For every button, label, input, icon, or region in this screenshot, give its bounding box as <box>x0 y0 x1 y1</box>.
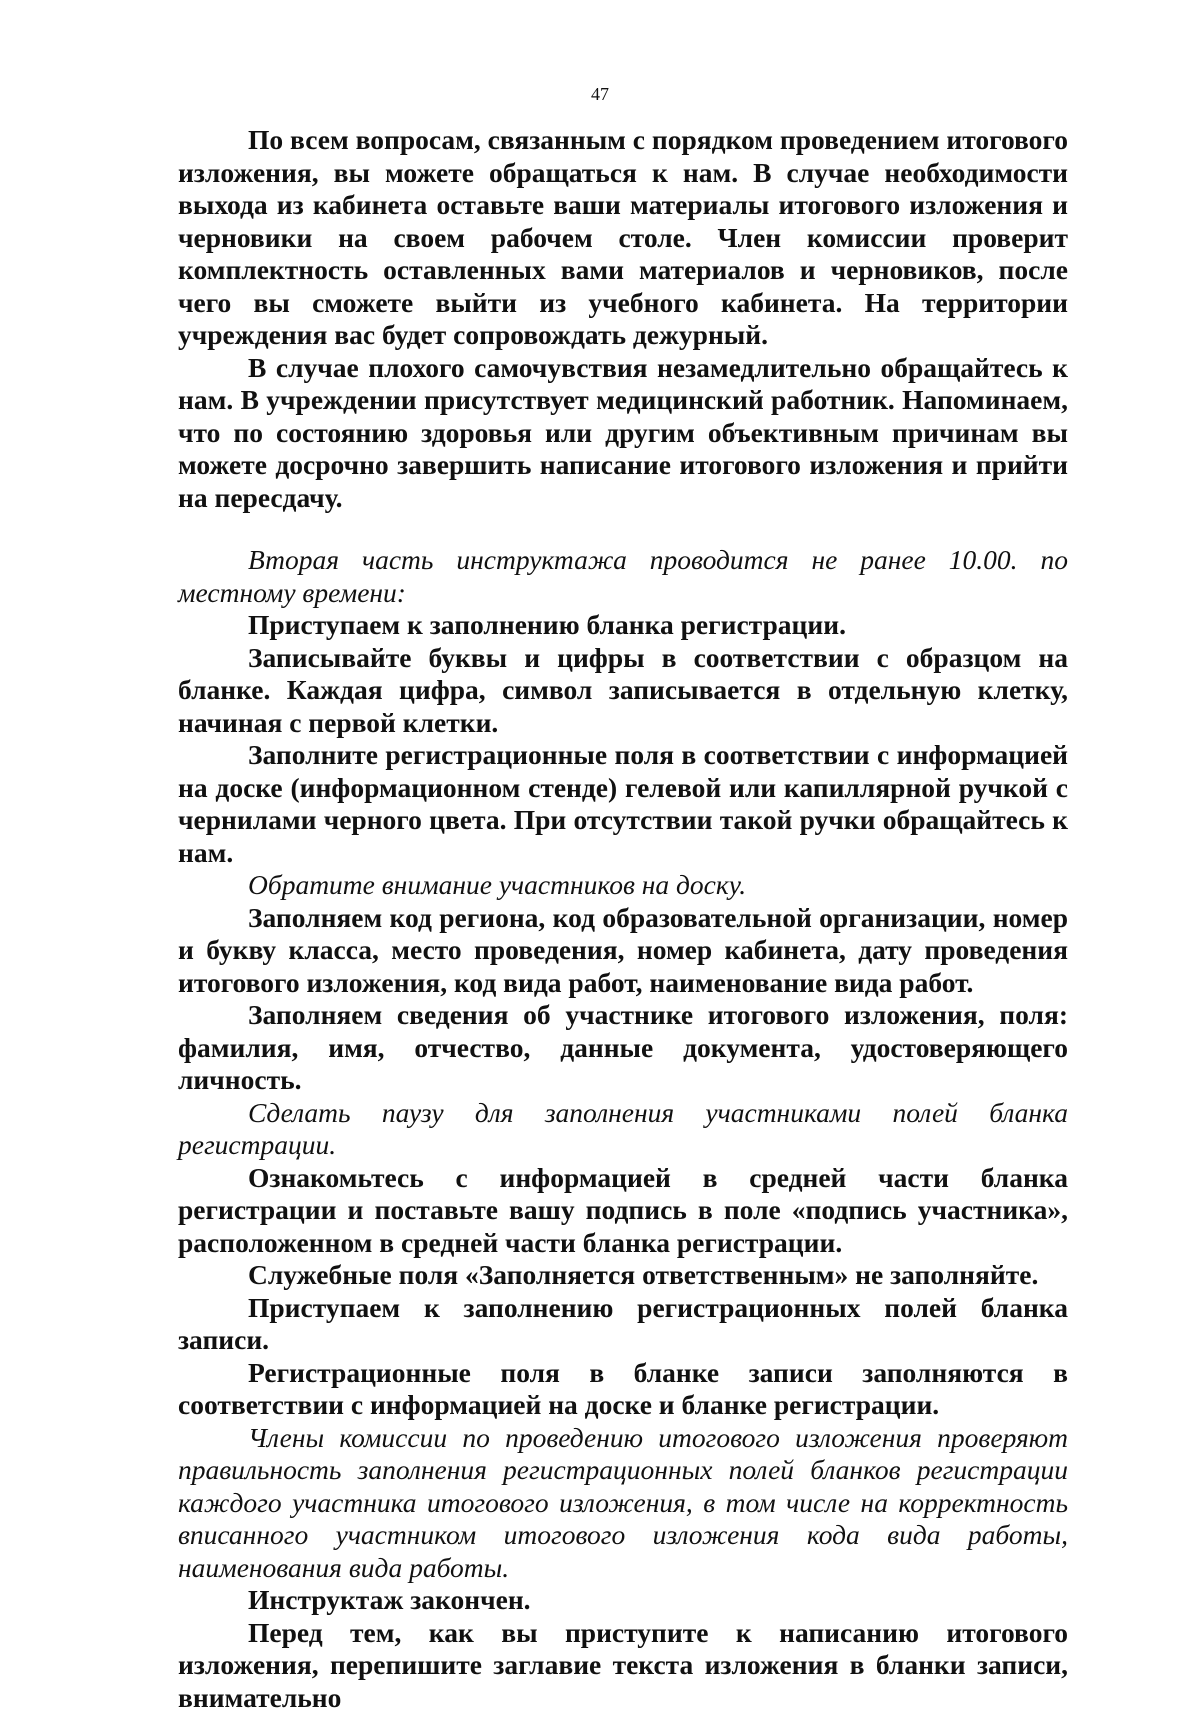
paragraph-region-code: Заполняем код региона, код образовательной организации, номер и букву класса, место проведения, номер кабинета, дату проведения итогового изложения, код вида работ, наименование вида работ. <box>178 902 1068 1000</box>
paragraph-start-registration: Приступаем к заполнению бланка регистрации. <box>178 609 1068 642</box>
paragraph-answer-form-fields: Регистрационные поля в бланке записи заполняются в соответствии с информацией на доске и бланке регистрации. <box>178 1357 1068 1422</box>
paragraph-pause-note: Сделать паузу для заполнения участниками полей бланка регистрации. <box>178 1097 1068 1162</box>
paragraph-fill-fields: Заполните регистрационные поля в соответствии с информацией на доске (информационном стенде) гелевой или капиллярной ручкой с чернилами черного цвета. При отсутствии такой ручки обращайтесь к нам. <box>178 739 1068 869</box>
paragraph-participant-info: Заполняем сведения об участнике итогового изложения, поля: фамилия, имя, отчество, данные документа, удостоверяющего личность. <box>178 999 1068 1097</box>
document-body <box>178 124 1068 1714</box>
page-number: 47 <box>0 84 1200 105</box>
paragraph-answer-form: Приступаем к заполнению регистрационных полей бланка записи. <box>178 1292 1068 1357</box>
paragraph-signature: Ознакомьтесь с информацией в средней части бланка регистрации и поставьте вашу подпись в поле «подпись участника», расположенном в средней части бланка регистрации. <box>178 1162 1068 1260</box>
paragraph-commission-check: Члены комиссии по проведению итогового изложения проверяют правильность заполнения регистрационных полей бланков регистрации каждого участника итогового изложения, в том числе на корректность вписанного участником итогового изложения кода вида работы, наименования вида работы. <box>178 1422 1068 1585</box>
paragraph-service-fields: Служебные поля «Заполняется ответственным» не заполняйте. <box>178 1259 1068 1292</box>
paragraph-copy-title: Перед тем, как вы приступите к написанию итогового изложения, перепишите заглавие текста изложения в бланки записи, внимательно <box>178 1617 1068 1714</box>
paragraph-write-letters: Записывайте буквы и цифры в соответствии с образцом на бланке. Каждая цифра, символ записывается в отдельную клетку, начиная с первой клетки. <box>178 642 1068 740</box>
paragraph-board-note: Обратите внимание участников на доску. <box>178 869 1068 902</box>
paragraph-exit-rules: По всем вопросам, связанным с порядком проведением итогового изложения, вы можете обращаться к нам. В случае необходимости выхода из кабинета оставьте ваши материалы итогового изложения и черновики на своем рабочем столе. Член комиссии проверит комплектность оставленных вами материалов и черновиков, после чего вы сможете выйти из учебного кабинета. На территории учреждения вас будет сопровождать дежурный. <box>178 124 1068 352</box>
paragraph-health: В случае плохого самочувствия незамедлительно обращайтесь к нам. В учреждении присутствует медицинский работник. Напоминаем, что по состоянию здоровья или другим объективным причинам вы можете досрочно завершить написание итогового изложения и прийти на пересдачу. <box>178 352 1068 515</box>
paragraph-briefing-end: Инструктаж закончен. <box>178 1584 1068 1617</box>
paragraph-second-part-note: Вторая часть инструктажа проводится не ранее 10.00. по местному времени: <box>178 544 1068 609</box>
